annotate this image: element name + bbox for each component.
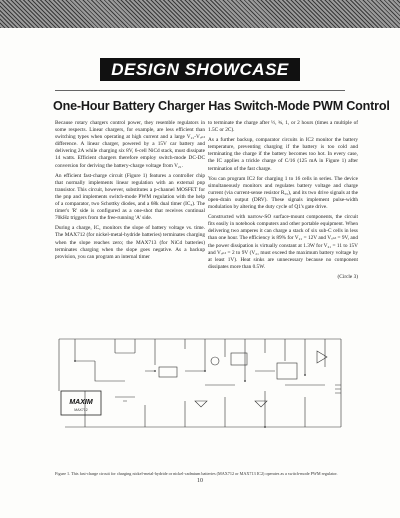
masthead-band — [0, 0, 400, 28]
paragraph: Because rotary chargers control power, they resemble regulators in some respects. Linear chargers, for example, are less efficient than switching types when operating at high current and a large V₂₁-Vₒₙₜ difference. A linear charger, powered by a 15V car battery and delivering 2A while charging six 8V, 6-cell NiCd stack, must dissipate 14 watts. Efficient chargers therefore employ switch-mode DC-DC conversion for deriving the battery-charge voltage from V₂₁. — [55, 120, 205, 169]
paragraph: Constructed with narrow-SO surface-mount components, the circuit fits easily in notebook computers and other portable equipment. When delivering two amperes it can charge a stack of six sub-C cells in less than one hour. The efficiency is 89% for V₂₁ = 12V and Vₒₙₜ = 9V, and the power dissipation is virtually constant at 1.3W for V₂₁ = 11 to 15V and Vₒₙₜ = 2 to 9V (V₂₁ must exceed the maximum battery voltage by at least 1V). Heat sinks are unnecessary because no component dissipates more than 0.5W. — [208, 214, 358, 270]
section-banner: DESIGN SHOWCASE — [100, 58, 300, 81]
paragraph: to terminate the charge after ½, ¾, 1, or 2 hours (times a multiple of 1.5C or 2C). — [208, 120, 358, 134]
left-column — [55, 120, 205, 264]
article-headline: One-Hour Battery Charger Has Switch-Mode PWM Control — [53, 99, 390, 113]
paragraph: You can program IC2 for charging 1 to 16 cells in series. The device simultaneously monitors and regulates battery voltage and charge current (via current-sense resistor R₅₅), and its two drive signals at the open-drain output (DRV). These signals implement pulse-width modulation by altering the duty cycle of Q1's gate drive. — [208, 175, 358, 211]
right-column — [208, 120, 358, 284]
circuit-schematic — [55, 331, 345, 441]
page-number: 10 — [197, 478, 203, 484]
banner-divider — [55, 90, 345, 91]
paragraph: An efficient fast-charge circuit (Figure 1) features a controller chip that normally implements linear regulation with an external pnp transistor. This circuit, however, substitutes a p-channel MOSFET for the pnp and implements switch-mode PWM regulation with the help of a comparator, two Schottky diodes, and a 68k dual timer (IC₃). The timer's 'R' side is configured as a one-shot that receives continual 70kHz triggers from the free-running 'A' side. — [55, 172, 205, 222]
circle-reference: (Circle 3) — [337, 273, 358, 280]
paragraph: As a further backup, comparator circuits in IC2 monitor the battery temperature, preventing charging if the battery is too cold and terminating the charge if the battery becomes too hot. In every case, the IC applies a trickle charge of C/16 (125 mA in Figure 1) after termination of the fast charge. — [208, 137, 358, 172]
ic-part-label: MAX712 — [74, 408, 88, 412]
paragraph: During a charge, IC₁ monitors the slope of battery voltage vs. time. The MAX712 (for nickel-metal-hydride batteries) terminates charging when the slope reaches zero; the MAX713 (for NiCd batteries) terminates charging when the slope goes negative. As a backup provision, you can program an internal timer — [55, 225, 205, 260]
figure-caption: Figure 1. This fast-charge circuit for charging nickel-metal-hydride or nickel-cadmium batteries (MAX712 or MAX713 IC2) operates as a switch-mode PWM regulator. — [55, 471, 338, 476]
maxim-logo: MAXIM — [69, 399, 93, 406]
